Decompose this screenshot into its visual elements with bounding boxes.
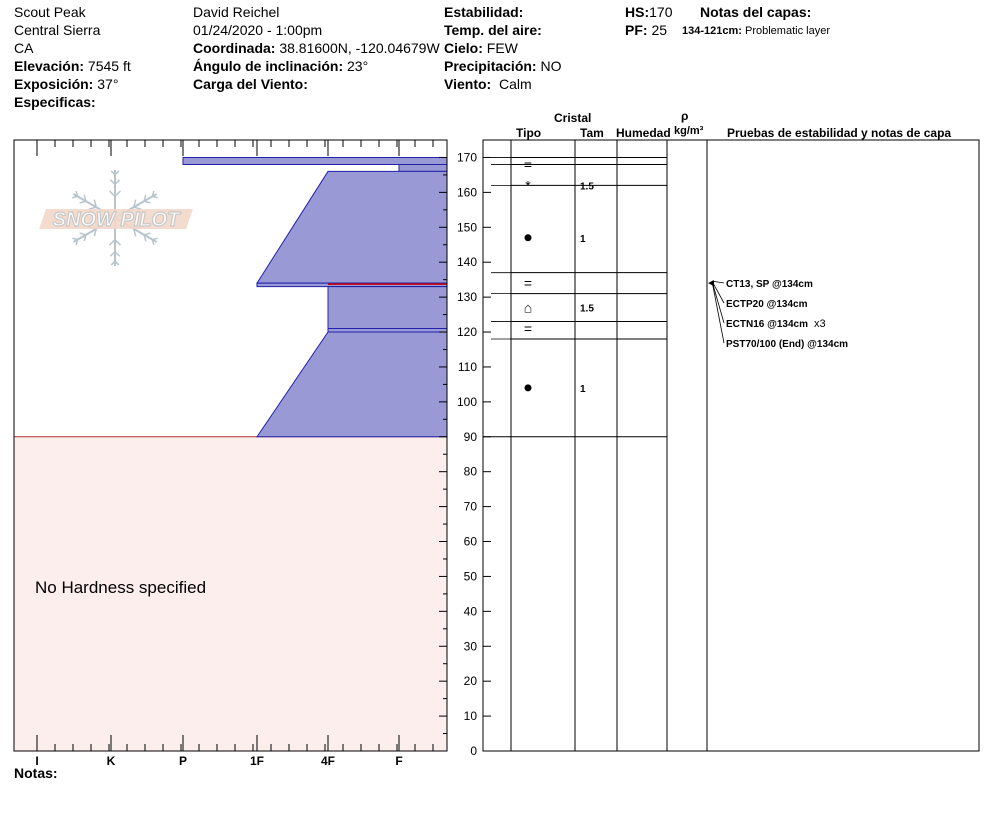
stability-test: ECTP20 @134cm <box>726 299 808 310</box>
test-arrow-icon <box>708 280 714 286</box>
grain-rounded-icon <box>525 384 532 391</box>
hardness-layer <box>183 157 447 164</box>
hardness-label: P <box>178 754 188 768</box>
depth-label: 50 <box>463 569 477 584</box>
stability-label: Estabilidad: <box>444 4 524 20</box>
stability-test: CT13, SP @134cm <box>726 279 813 290</box>
cristal-header: Cristal <box>554 111 592 125</box>
grain-size: 1 <box>580 233 586 245</box>
specifics-label: Especificas: <box>14 94 96 110</box>
elevation-value: 7545 ft <box>87 58 131 74</box>
tipo-header: Tipo <box>516 126 542 140</box>
layer-note-range: 134-121cm: <box>682 25 742 37</box>
datetime: 01/24/2020 - 1:00pm <box>193 22 323 38</box>
aspect-value: 37° <box>97 76 119 92</box>
depth-label: 20 <box>463 674 477 689</box>
hardness-label: I <box>35 754 39 768</box>
hs-value: 170 <box>649 4 673 20</box>
hardness-layer <box>257 171 447 283</box>
grain-type-icon: = <box>523 320 533 337</box>
depth-label: 120 <box>456 325 477 340</box>
grain-rounded-icon <box>525 234 532 241</box>
aspect-label: Exposición: <box>14 76 94 92</box>
depth-label: 10 <box>463 709 477 724</box>
snowflake-branch <box>80 233 86 235</box>
location: Scout Peak <box>14 4 86 20</box>
depth-label: 80 <box>463 464 477 479</box>
hardness-label: K <box>106 754 116 768</box>
grain-type-icon: = <box>523 156 533 173</box>
stability-test: PST70/100 (End) @134cm <box>726 339 849 350</box>
hs-label: HS: <box>625 4 650 20</box>
hardness-label: 4F <box>320 754 336 768</box>
layer-table-frame <box>483 140 979 751</box>
test-leader-line <box>712 281 724 323</box>
snowflake-branch <box>144 233 150 235</box>
grain-type-icon: ⌂ <box>523 299 533 316</box>
pf-label: PF: <box>625 22 648 38</box>
depth-label: 170 <box>456 150 477 165</box>
pf-value: 25 <box>651 22 668 38</box>
grain-size: 1.5 <box>580 181 594 193</box>
layer-note-text: Problematic layer <box>745 25 830 37</box>
depth-label: 90 <box>463 429 477 444</box>
snowflake-branch <box>152 196 157 197</box>
depth-label: 110 <box>457 359 477 374</box>
depth-label: 100 <box>456 394 477 409</box>
grain-type-icon: = <box>523 275 533 292</box>
grain-size: 1 <box>580 383 586 395</box>
snowflake-branch <box>80 201 86 203</box>
observer: David Reichel <box>193 4 280 20</box>
test-leader-line <box>712 281 724 343</box>
coords-value: 38.81600N, -120.04679W <box>279 40 440 56</box>
sky-value: FEW <box>486 40 518 56</box>
density-unit-header: kg/m³ <box>674 125 704 137</box>
rho-header: ρ <box>681 109 689 123</box>
depth-label: 150 <box>456 220 477 235</box>
depth-label: 160 <box>456 185 477 200</box>
layer-notes-label: Notas del capas: <box>700 4 812 20</box>
hardness-layers <box>14 157 447 436</box>
humedad-header: Humedad <box>616 126 671 140</box>
hardness-label: 1F <box>249 754 265 768</box>
depth-label: 70 <box>463 499 477 514</box>
depth-label: 30 <box>463 639 477 654</box>
slope-value: 23° <box>347 58 369 74</box>
snowpilot-logo <box>39 170 193 266</box>
stability-test-extra: x3 <box>814 318 826 330</box>
notes-label: Notas: <box>14 765 58 781</box>
depth-label: 40 <box>463 604 477 619</box>
depth-label: 60 <box>463 534 477 549</box>
air-temp-label: Temp. del aire: <box>444 22 542 38</box>
hardness-layer <box>399 164 447 171</box>
hardness-layer <box>328 287 447 329</box>
range: Central Sierra <box>14 22 101 38</box>
slope-label: Ángulo de inclinación: <box>193 58 344 74</box>
stability-test: ECTN16 @134cm <box>726 319 809 330</box>
table-columns <box>511 140 707 751</box>
state: CA <box>14 40 34 56</box>
snowflake-branch <box>72 196 77 197</box>
hardness-layer <box>257 332 447 437</box>
wind-load-label: Carga del Viento: <box>193 76 308 92</box>
sky-label: Cielo: <box>444 40 483 56</box>
hardness-axis-labels <box>35 754 402 768</box>
tests-header: Pruebas de estabilidad y notas de capa <box>727 126 952 140</box>
no-hardness-text: No Hardness specified <box>35 578 207 597</box>
grain-type-icon: * <box>525 177 531 194</box>
tam-header: Tam <box>580 126 604 140</box>
snowflake-branch <box>152 238 157 239</box>
snowflake-branch <box>72 238 77 239</box>
stability-tests <box>708 279 848 350</box>
depth-label: 0 <box>470 744 477 758</box>
precip-label: Precipitación: <box>444 58 537 74</box>
precip-value: NO <box>540 58 562 74</box>
snowflake-branch <box>144 201 150 203</box>
grain-size: 1.5 <box>580 303 594 315</box>
hardness-layer <box>328 329 447 332</box>
logo-text: SNOW PILOT <box>52 209 180 231</box>
wind-label: Viento: <box>444 76 492 92</box>
elevation-label: Elevación: <box>14 58 85 74</box>
wind-value: Calm <box>498 76 532 92</box>
depth-label: 140 <box>456 255 477 270</box>
hardness-label: F <box>395 754 403 768</box>
coords-label: Coordinada: <box>193 40 276 56</box>
depth-label: 130 <box>456 290 477 305</box>
